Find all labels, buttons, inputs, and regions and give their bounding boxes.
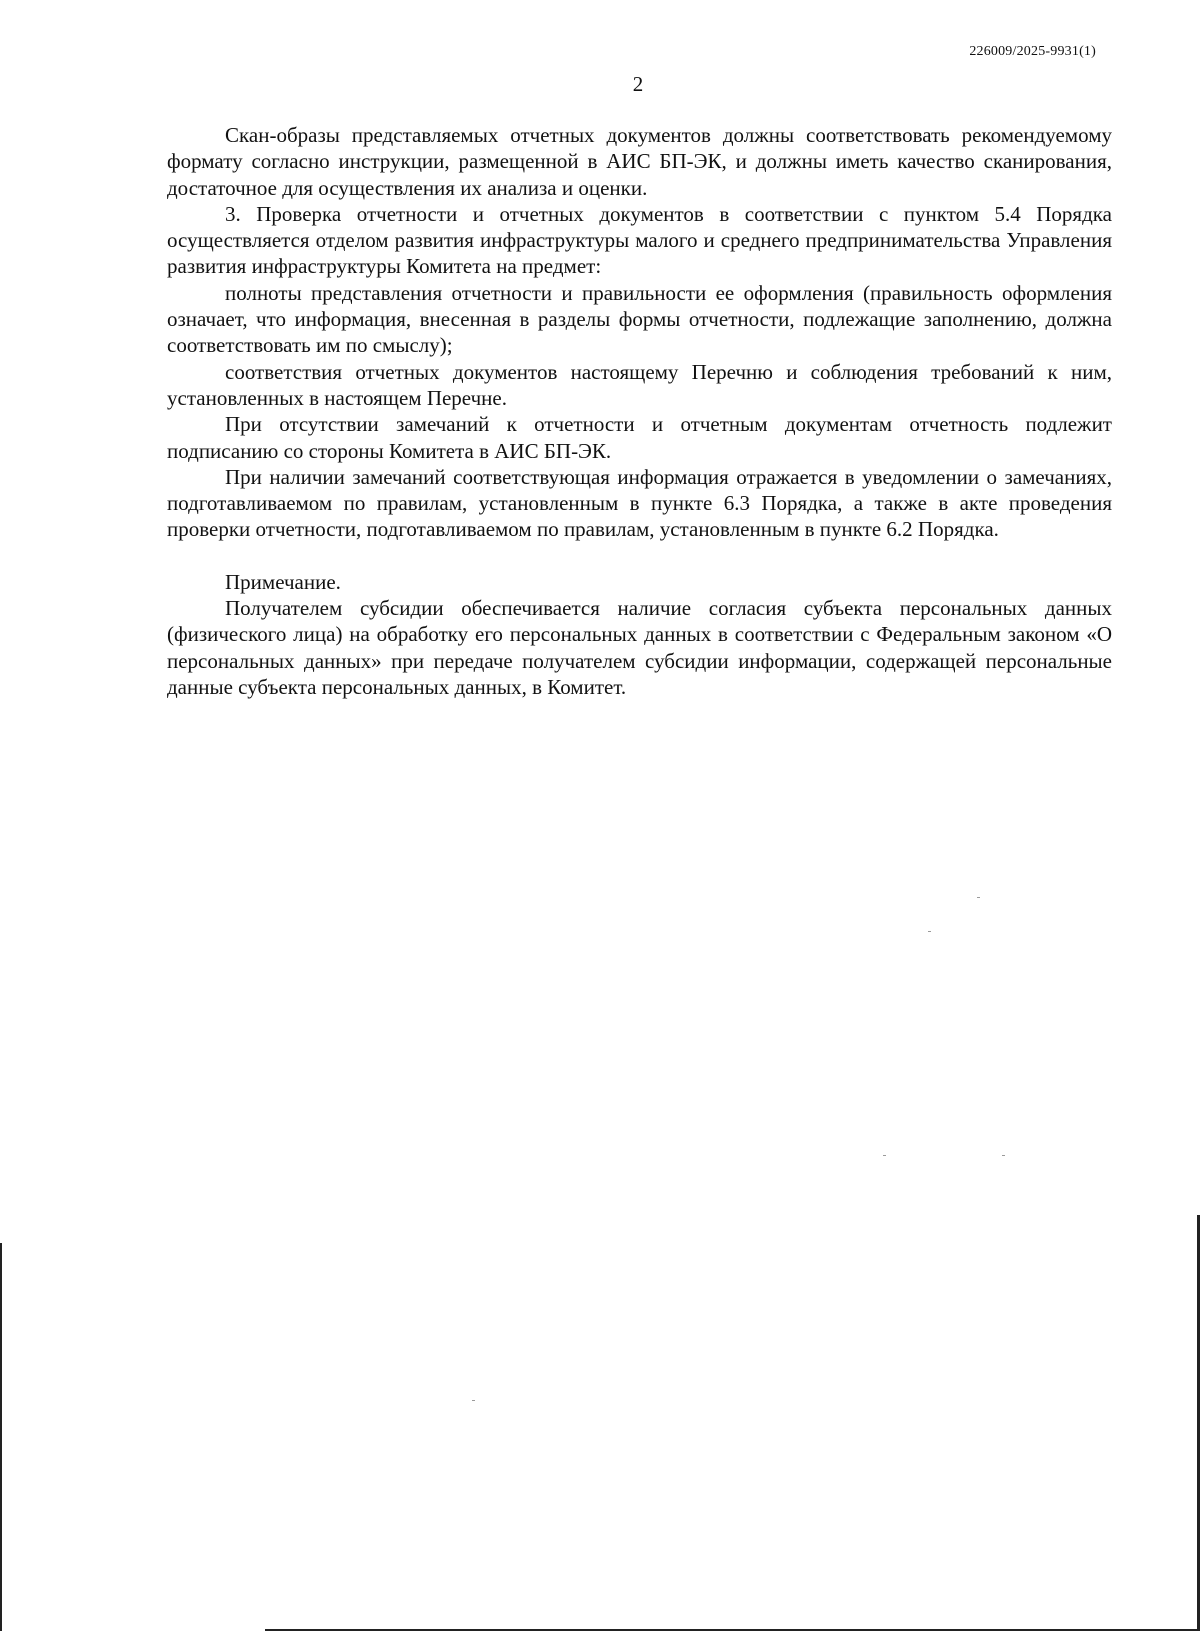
paragraph-spacer [167,543,1112,569]
scan-edge-left [0,1243,2,1631]
scan-speck [883,1155,886,1156]
page-number: 2 [632,72,644,96]
note-heading: Примечание. [225,569,341,594]
scan-speck [1002,1155,1005,1156]
document-number: 226009/2025-9931(1) [969,44,1096,59]
scan-speck [928,931,931,932]
paragraph-no-remarks: При отсутствии замечаний к отчетности и отчетным документам отчетность подлежит подписанию со стороны Комитета в АИС БП-ЭК. [167,412,1112,463]
paragraph-with-remarks: При наличии замечаний соответствующая информация отражается в уведомлении о замечаниях, подготавливаемом по правилам, установленным в пункте 6.3 Порядка, а также в акте проведения проверки отчетности, подготавливаемом по правилам, установленным в пункте 6.2 Порядка. [167,464,1112,542]
scan-speck [472,1400,475,1401]
paragraph-compliance: соответствия отчетных документов настоящему Перечню и соблюдения требований к ним, установленных в настоящем Перечне. [167,359,1112,410]
paragraph-scan-requirements: Скан-образы представляемых отчетных документов должны соответствовать рекомендуемому формату согласно инструкции, размещенной в АИС БП-ЭК, и должны иметь качество сканирования, достаточное для осуществления их анализа и оценки. [167,123,1112,200]
paragraph-item-3-verification: 3. Проверка отчетности и отчетных документов в соответствии с пунктом 5.4 Порядка осуществляется отделом развития инфраструктуры малого и среднего предпринимательства Управления развития инфраструктуры Комитета на предмет: [167,201,1112,279]
scan-speck [977,897,980,898]
document-body [167,122,1112,700]
note-text: Получателем субсидии обеспечивается наличие согласия субъекта персональных данных (физического лица) на обработку его персональных данных в соответствии с Федеральным законом «О персональных данных» при передаче получателем субсидии информации, содержащей персональные данные субъекта персональных данных, в Комитет. [167,596,1112,699]
paragraph-completeness: полноты представления отчетности и правильности ее оформления (правильность оформления означает, что информация, внесенная в разделы формы отчетности, подлежащие заполнению, должна соответствовать им по смыслу); [167,280,1112,358]
